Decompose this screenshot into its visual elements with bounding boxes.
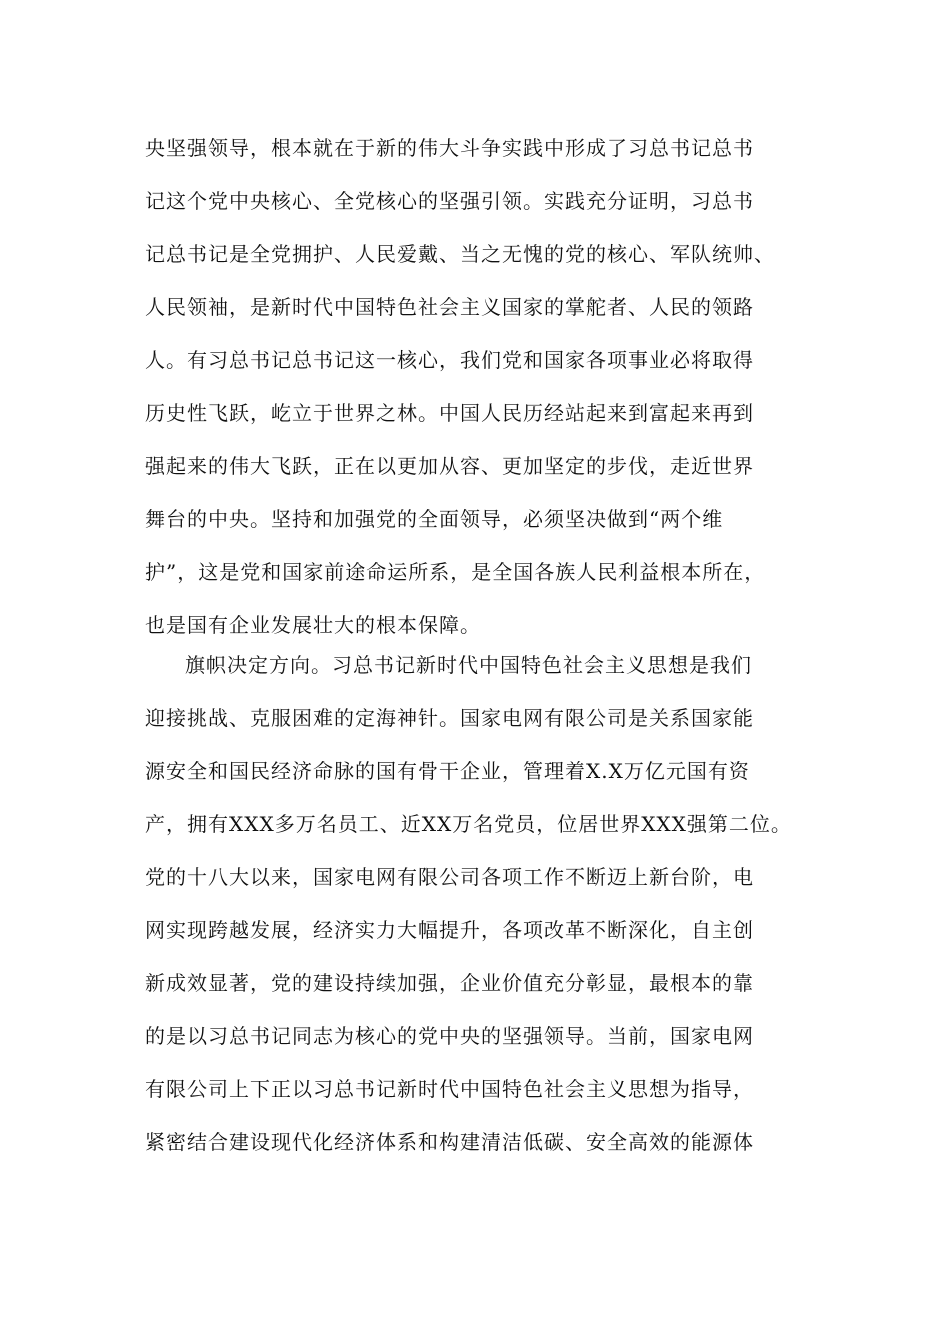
paragraph-2-line: 源安全和国民经济命脉的国有骨干企业，管理着X.X万亿元国有资 bbox=[145, 759, 750, 783]
paragraph-1-line: 也是国有企业发展壮大的根本保障。 bbox=[145, 613, 481, 637]
paragraph-1-line: 记总书记是全党拥护、人民爱戴、当之无愧的党的核心、军队统帅、 bbox=[145, 242, 775, 266]
paragraph-2-line: 的是以习总书记同志为核心的党中央的坚强领导。当前，国家电网 bbox=[145, 1024, 754, 1048]
paragraph-2-line: 产，拥有XXX多万名员工、近XX万名党员，位居世界XXX强第二位。 bbox=[145, 812, 792, 836]
paragraph-2-line: 网实现跨越发展，经济实力大幅提升，各项改革不断深化，自主创 bbox=[145, 918, 754, 942]
paragraph-2-line: 旗帜决定方向。习总书记新时代中国特色社会主义思想是我们 bbox=[185, 653, 752, 677]
paragraph-2-line: 党的十八大以来，国家电网有限公司各项工作不断迈上新台阶，电 bbox=[145, 865, 754, 889]
paragraph-1-line: 强起来的伟大飞跃，正在以更加从容、更加坚定的步伐，走近世界 bbox=[145, 454, 754, 478]
paragraph-1-line: 历史性飞跃，屹立于世界之林。中国人民历经站起来到富起来再到 bbox=[145, 401, 754, 425]
paragraph-2-line: 有限公司上下正以习总书记新时代中国特色社会主义思想为指导， bbox=[145, 1077, 754, 1101]
paragraph-1-line: 护”，这是党和国家前途命运所系，是全国各族人民利益根本所在， bbox=[145, 560, 766, 584]
paragraph-2-line: 紧密结合建设现代化经济体系和构建清洁低碳、安全高效的能源体 bbox=[145, 1130, 754, 1154]
paragraph-1-line: 人民领袖，是新时代中国特色社会主义国家的掌舵者、人民的领路 bbox=[145, 295, 754, 319]
paragraph-2-line: 新成效显著，党的建设持续加强，企业价值充分彰显，最根本的靠 bbox=[145, 971, 754, 995]
paragraph-1-line: 央坚强领导，根本就在于新的伟大斗争实践中形成了习总书记总书 bbox=[145, 136, 754, 160]
paragraph-1-line: 舞台的中央。坚持和加强党的全面领导，必须坚决做到“两个维 bbox=[145, 507, 724, 531]
paragraph-2-line: 迎接挑战、克服困难的定海神针。国家电网有限公司是关系国家能 bbox=[145, 706, 754, 730]
paragraph-1-line: 记这个党中央核心、全党核心的坚强引领。实践充分证明，习总书 bbox=[145, 189, 754, 213]
paragraph-1-line: 人。有习总书记总书记这一核心，我们党和国家各项事业必将取得 bbox=[145, 348, 754, 372]
